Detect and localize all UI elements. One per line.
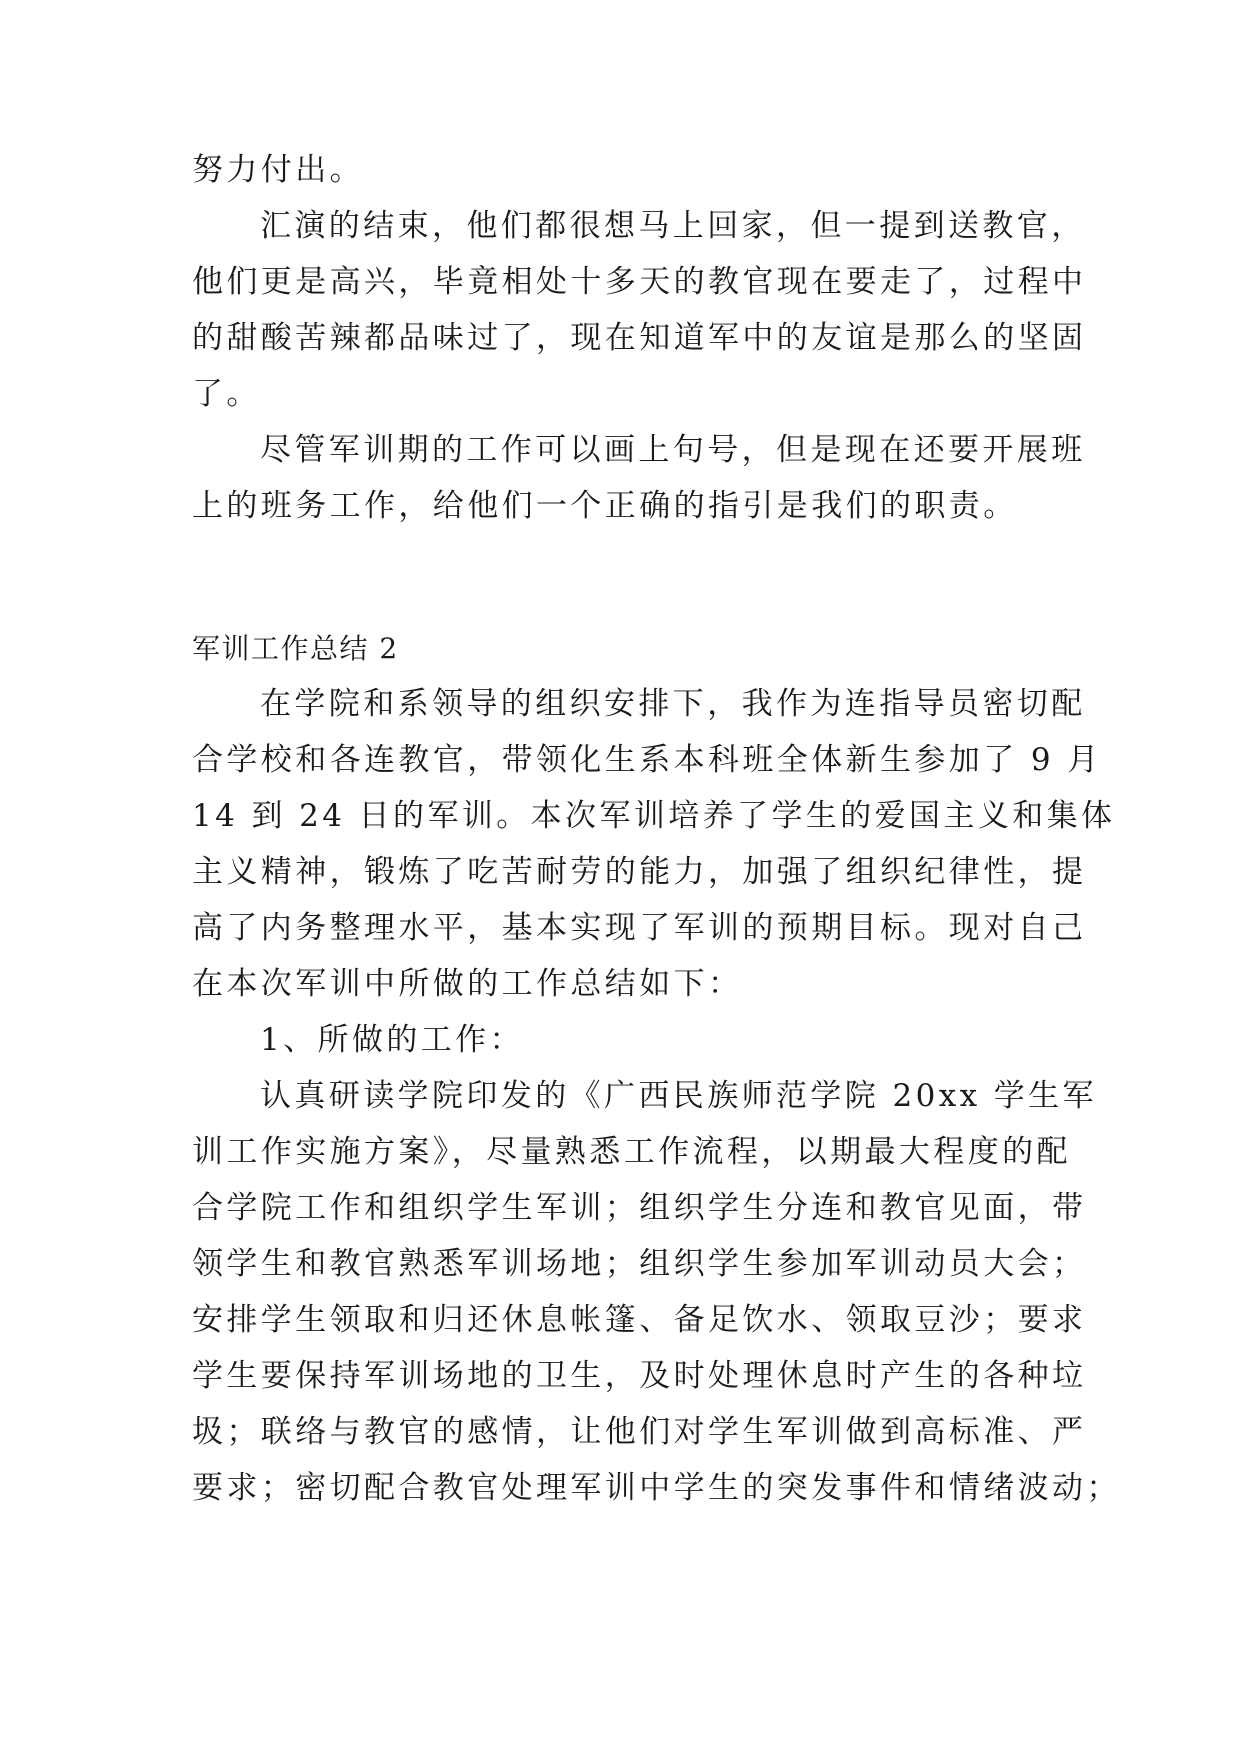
text-line: 在学院和系领导的组织安排下，我作为连指导员密切配 bbox=[260, 686, 1086, 722]
text-line: 的甜酸苦辣都品味过了，现在知道军中的友谊是那么的坚固 bbox=[192, 320, 1087, 356]
text-line: 1、所做的工作： bbox=[260, 1022, 524, 1058]
text-line: 认真研读学院印发的《广西民族师范学院 20xx 学生军 bbox=[260, 1078, 1097, 1114]
text-line: 汇演的结束，他们都很想马上回家，但一提到送教官， bbox=[260, 208, 1086, 244]
text-line: 领学生和教官熟悉军训场地；组织学生参加军训动员大会； bbox=[192, 1246, 1087, 1282]
text-line: 高了内务整理水平，基本实现了军训的预期目标。现对自己 bbox=[192, 910, 1087, 946]
text-line: 了。 bbox=[192, 376, 261, 412]
text-line: 合学院工作和组织学生军训；组织学生分连和教官见面，带 bbox=[192, 1190, 1087, 1226]
text-line: 学生要保持军训场地的卫生，及时处理休息时产生的各种垃 bbox=[192, 1358, 1087, 1394]
text-line: 要求；密切配合教官处理军训中学生的突发事件和情绪波动； bbox=[192, 1470, 1121, 1506]
paragraph-block-1 bbox=[192, 150, 1087, 526]
text-line: 上的班务工作，给他们一个正确的指引是我们的职责。 bbox=[192, 488, 1018, 524]
text-line: 尽管军训期的工作可以画上句号，但是现在还要开展班 bbox=[260, 432, 1086, 468]
text-line: 圾；联络与教官的感情，让他们对学生军训做到高标准、严 bbox=[192, 1414, 1087, 1450]
text-line: 努力付出。 bbox=[192, 152, 364, 188]
text-line: 14 到 24 日的军训。本次军训培养了学生的爱国主义和集体 bbox=[192, 798, 1116, 834]
section-heading: 军训工作总结 2 bbox=[192, 632, 399, 665]
text-line: 他们更是高兴，毕竟相处十多天的教官现在要走了，过程中 bbox=[192, 264, 1087, 300]
text-line: 安排学生领取和归还休息帐篷、备足饮水、领取豆沙；要求 bbox=[192, 1302, 1087, 1338]
text-line: 在本次军训中所做的工作总结如下： bbox=[192, 966, 743, 1002]
paragraph-block-2 bbox=[192, 684, 1121, 1508]
text-line: 训工作实施方案》，尽量熟悉工作流程，以期最大程度的配 bbox=[192, 1134, 1071, 1170]
text-line: 主义精神，锻炼了吃苦耐劳的能力，加强了组织纪律性，提 bbox=[192, 854, 1087, 890]
text-line: 合学校和各连教官，带领化生系本科班全体新生参加了 9 月 bbox=[192, 742, 1102, 778]
